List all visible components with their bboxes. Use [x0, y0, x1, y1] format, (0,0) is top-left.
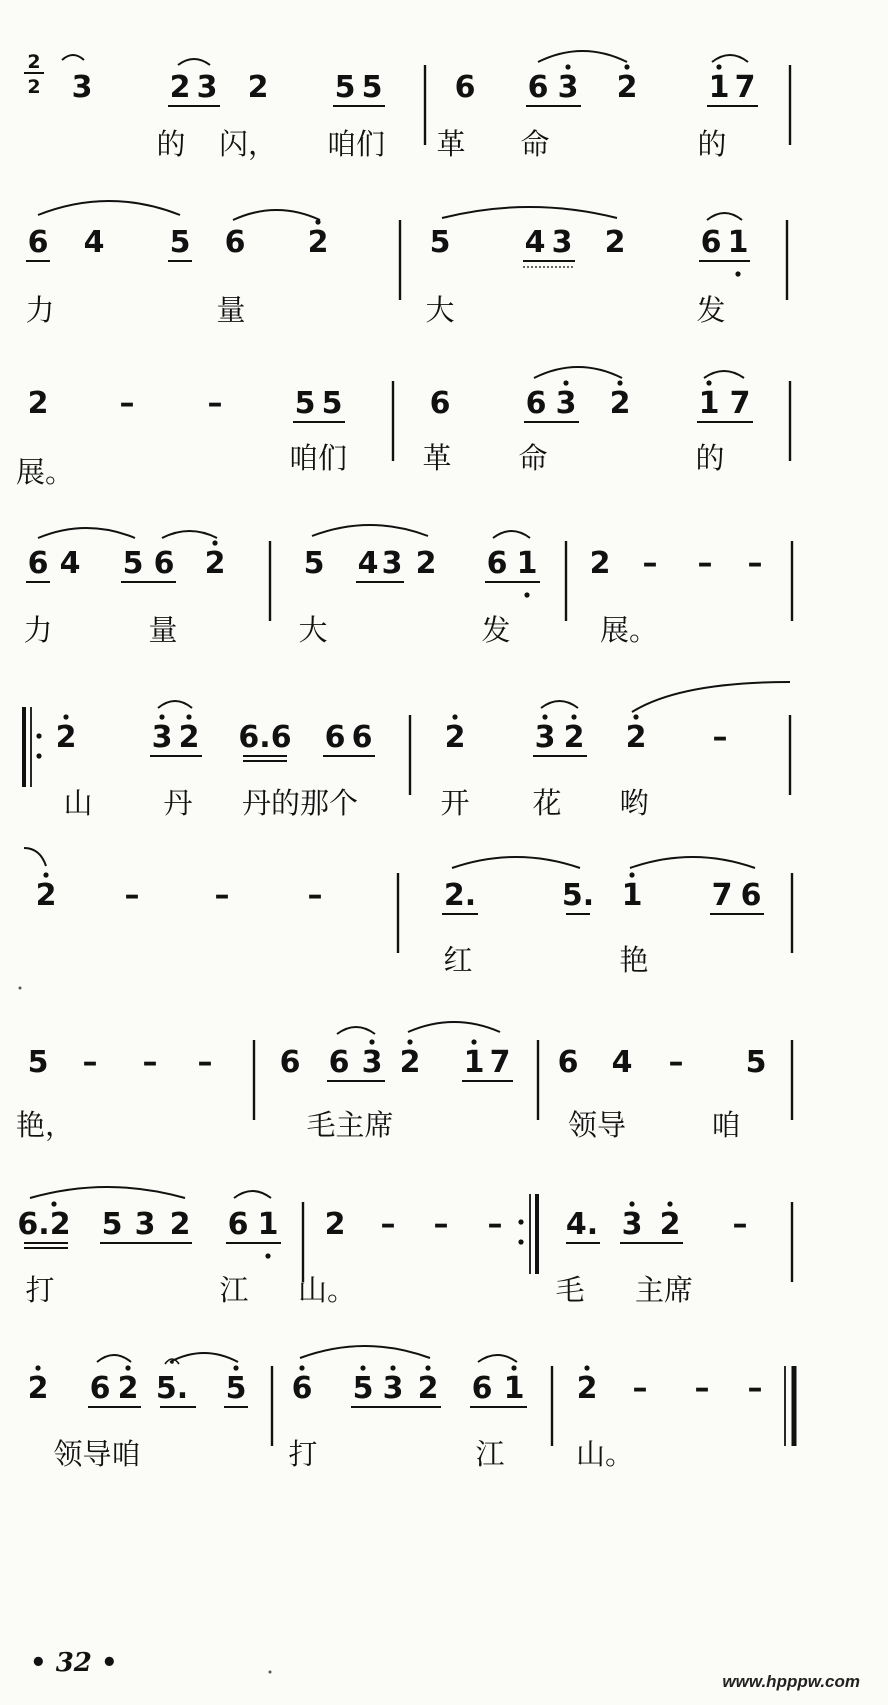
octave-dot-upper: [571, 714, 576, 719]
lyric: 毛: [555, 1273, 585, 1307]
note: 6: [153, 546, 175, 581]
octave-dot-lower: [524, 592, 529, 597]
dash-mark: –: [694, 1371, 710, 1406]
tie-from-previous-line: [24, 848, 46, 866]
lyric: 江: [475, 1437, 505, 1471]
note: 3: [534, 720, 556, 755]
repeat-dot: [36, 733, 41, 738]
note: 5: [294, 386, 316, 421]
note: 1: [727, 225, 749, 260]
note: 1: [621, 878, 643, 913]
note: 5: [334, 70, 356, 105]
dash-mark: –: [124, 878, 140, 913]
octave-dot-upper: [624, 64, 629, 69]
octave-dot-upper: [212, 540, 217, 545]
note: 3: [134, 1207, 156, 1242]
note: 5: [303, 546, 325, 581]
slur: [408, 1022, 500, 1032]
lyric: 展。: [15, 455, 75, 489]
note: 2: [659, 1207, 681, 1242]
octave-dot-upper: [407, 1039, 412, 1044]
note: 2: [307, 225, 329, 260]
note: 3: [151, 720, 173, 755]
octave-dot-upper: [43, 872, 48, 877]
page-number-value: 32: [55, 1648, 92, 1678]
lyric: 山。: [297, 1273, 357, 1307]
note: 7: [711, 878, 733, 913]
note: 2: [625, 720, 647, 755]
octave-dot-upper: [667, 1201, 672, 1206]
note: 2: [178, 720, 200, 755]
note: 2: [204, 546, 226, 581]
lyric: 山: [63, 786, 93, 820]
tie-to-next-line: [632, 682, 790, 712]
slur: [234, 1191, 271, 1198]
note: 6: [279, 1045, 301, 1080]
note: 4: [357, 546, 379, 581]
note: 6: [525, 386, 547, 421]
lyric: 革: [422, 441, 452, 475]
note: 6: [27, 225, 49, 260]
slur: [38, 528, 135, 538]
note: 5: [352, 1371, 374, 1406]
octave-dot-upper: [563, 380, 568, 385]
note: 4: [83, 225, 105, 260]
note: 2: [563, 720, 585, 755]
dash-mark: –: [747, 546, 763, 581]
note: 6: [89, 1371, 111, 1406]
note: 2: [169, 70, 191, 105]
repeat-dot: [518, 1239, 523, 1244]
lyric: 的: [156, 127, 186, 161]
dash-mark: –: [307, 878, 323, 913]
dash-mark: –: [142, 1045, 158, 1080]
note: 1: [503, 1371, 525, 1406]
speck: [269, 1671, 272, 1674]
lyric: 展。: [599, 613, 659, 647]
lyric: 量: [216, 293, 246, 327]
note: 2: [576, 1371, 598, 1406]
octave-dot-upper: [233, 1365, 238, 1370]
lyric: 闪，: [218, 127, 278, 161]
octave-dot-upper: [617, 380, 622, 385]
note: 5.: [155, 1371, 189, 1406]
note: 1: [516, 546, 538, 581]
note: 2: [609, 386, 631, 421]
dash-mark: –: [668, 1045, 684, 1080]
lyric: 量: [148, 613, 178, 647]
octave-dot-lower: [265, 1253, 270, 1258]
lyric: 丹: [163, 786, 193, 820]
note: 5: [27, 1045, 49, 1080]
octave-dot-upper: [542, 714, 547, 719]
watermark: www.hpppw.com: [722, 1672, 860, 1691]
note: 5.: [561, 878, 595, 913]
note: 3: [555, 386, 577, 421]
note: 2: [27, 386, 49, 421]
note: 6: [527, 70, 549, 105]
note: 2: [589, 546, 611, 581]
lyric: 咱们: [326, 127, 386, 161]
dash-mark: –: [214, 878, 230, 913]
note: 2: [55, 720, 77, 755]
note: 6: [557, 1045, 579, 1080]
lyric: 开: [440, 786, 470, 820]
lyric: 的: [695, 441, 725, 475]
octave-dot-upper: [35, 1365, 40, 1370]
note: 6: [227, 1207, 249, 1242]
note: 1: [708, 70, 730, 105]
note: 6: [27, 546, 49, 581]
lyric: 发: [696, 293, 726, 327]
lyric: 打: [25, 1273, 55, 1307]
note: 2: [417, 1371, 439, 1406]
dash-mark: –: [433, 1207, 449, 1242]
octave-dot-upper: [629, 872, 634, 877]
note: 6: [486, 546, 508, 581]
octave-dot-upper: [565, 64, 570, 69]
lyric: 丹的那个: [241, 786, 359, 820]
note: 6.6: [238, 720, 292, 755]
note: 6: [740, 878, 762, 913]
dash-mark: –: [380, 1207, 396, 1242]
octave-dot-upper: [186, 714, 191, 719]
slur: [312, 525, 428, 536]
note: 1: [698, 386, 720, 421]
octave-dot-lower: [735, 271, 740, 276]
dash-mark: –: [487, 1207, 503, 1242]
slur: [442, 207, 617, 218]
note: 3: [381, 546, 403, 581]
slur: [300, 1346, 430, 1358]
slur: [170, 1353, 238, 1362]
note: 2: [27, 1371, 49, 1406]
dash-mark: –: [712, 720, 728, 755]
note: 6: [454, 70, 476, 105]
note: 1: [257, 1207, 279, 1242]
note: 5: [745, 1045, 767, 1080]
octave-dot-upper: [584, 1365, 589, 1370]
lyric: 江: [219, 1273, 249, 1307]
slur: [534, 367, 622, 378]
lyric: 大: [298, 613, 328, 647]
octave-dot-upper: [706, 380, 711, 385]
slur: [97, 1355, 131, 1362]
note: 2: [117, 1371, 139, 1406]
slur: [712, 55, 748, 62]
lyric: 花: [532, 786, 562, 820]
note: 5: [169, 225, 191, 260]
note: 2: [324, 1207, 346, 1242]
note: 3: [71, 70, 93, 105]
repeat-dot: [36, 753, 41, 758]
octave-dot-upper: [633, 714, 638, 719]
note: 3: [551, 225, 573, 260]
note: 6: [429, 386, 451, 421]
note: 3: [621, 1207, 643, 1242]
octave-dot-upper: [425, 1365, 430, 1370]
lyric: 红: [443, 943, 473, 977]
lyric: 命: [520, 127, 550, 161]
note: 2.: [443, 878, 477, 913]
note: 5: [122, 546, 144, 581]
note: 2: [247, 70, 269, 105]
slur: [38, 201, 180, 215]
note: 3: [361, 1045, 383, 1080]
lyric: 大: [425, 293, 455, 327]
slur: [162, 531, 217, 538]
slur: [337, 1027, 375, 1034]
octave-dot-upper: [390, 1365, 395, 1370]
lyric: 咱: [711, 1108, 741, 1142]
lyric: 主席: [634, 1273, 694, 1307]
slur: [62, 55, 84, 60]
slur: [30, 1187, 185, 1198]
lyric: 革: [436, 127, 466, 161]
lyric: 打: [288, 1437, 318, 1471]
lyric: 的: [697, 127, 727, 161]
slur: [541, 701, 578, 708]
note: 1: [463, 1045, 485, 1080]
note: 5: [361, 70, 383, 105]
lyric: 领导: [567, 1108, 627, 1142]
note: 7: [489, 1045, 511, 1080]
dash-mark: –: [697, 546, 713, 581]
lyric: 咱们: [288, 441, 348, 475]
time-signature-bottom: 2: [27, 76, 41, 98]
note: 5: [429, 225, 451, 260]
octave-dot-upper: [125, 1365, 130, 1370]
note: 3: [382, 1371, 404, 1406]
dash-mark: –: [747, 1371, 763, 1406]
slur: [478, 1355, 517, 1362]
slur: [704, 371, 744, 378]
note: 2: [616, 70, 638, 105]
octave-dot-upper: [159, 714, 164, 719]
lyric: 哟: [619, 786, 649, 820]
slur: [233, 210, 320, 220]
octave-dot-upper: [299, 1365, 304, 1370]
note: 5: [225, 1371, 247, 1406]
note: 6: [324, 720, 346, 755]
time-signature-top: 2: [27, 51, 41, 73]
lyric: 领导咱: [53, 1437, 141, 1471]
lyric: 发: [481, 613, 511, 647]
note: 2: [415, 546, 437, 581]
note: 3: [196, 70, 218, 105]
octave-dot-upper: [511, 1365, 516, 1370]
slur: [178, 59, 210, 65]
note: 2: [444, 720, 466, 755]
dash-mark: –: [732, 1207, 748, 1242]
octave-dot-upper: [360, 1365, 365, 1370]
octave-dot-upper: [63, 714, 68, 719]
octave-dot-upper: [369, 1039, 374, 1044]
note: 5: [101, 1207, 123, 1242]
dash-mark: –: [197, 1045, 213, 1080]
lyric: 力: [23, 613, 53, 647]
octave-dot-upper: [452, 714, 457, 719]
dash-mark: –: [82, 1045, 98, 1080]
dash-mark: –: [642, 546, 658, 581]
note: 6.2: [17, 1207, 71, 1242]
page-number: • 32 •: [30, 1648, 118, 1678]
octave-dot-upper: [471, 1039, 476, 1044]
note: 4.: [565, 1207, 599, 1242]
note: 6: [291, 1371, 313, 1406]
slur: [538, 51, 627, 62]
slur: [452, 857, 580, 868]
lyric: 毛主席: [306, 1108, 394, 1142]
note: 5: [321, 386, 343, 421]
note: 4: [59, 546, 81, 581]
note: 6: [224, 225, 246, 260]
lyric: 艳，: [15, 1108, 75, 1142]
note: 2: [399, 1045, 421, 1080]
slur: [158, 701, 192, 708]
lyric: 力: [25, 293, 55, 327]
note: 2: [169, 1207, 191, 1242]
lyric: 艳: [619, 943, 649, 977]
note: 6: [700, 225, 722, 260]
lyric: 命: [518, 441, 548, 475]
repeat-dot: [518, 1219, 523, 1224]
note: 7: [734, 70, 756, 105]
dash-mark: –: [119, 386, 135, 421]
slur: [493, 531, 530, 538]
note: 6: [328, 1045, 350, 1080]
note: 2: [604, 225, 626, 260]
slur: [707, 213, 742, 220]
note: 4: [611, 1045, 633, 1080]
note: 3: [557, 70, 579, 105]
note: 6: [471, 1371, 493, 1406]
octave-dot-upper: [51, 1201, 56, 1206]
lyric: 山。: [575, 1437, 635, 1471]
note: 4: [524, 225, 546, 260]
speck: [19, 987, 22, 990]
dash-mark: –: [632, 1371, 648, 1406]
note: 2: [35, 878, 57, 913]
slur: [630, 857, 755, 868]
octave-dot-upper: [716, 64, 721, 69]
note: 6: [351, 720, 373, 755]
octave-dot-upper: [629, 1201, 634, 1206]
dash-mark: –: [207, 386, 223, 421]
note: 7: [729, 386, 751, 421]
